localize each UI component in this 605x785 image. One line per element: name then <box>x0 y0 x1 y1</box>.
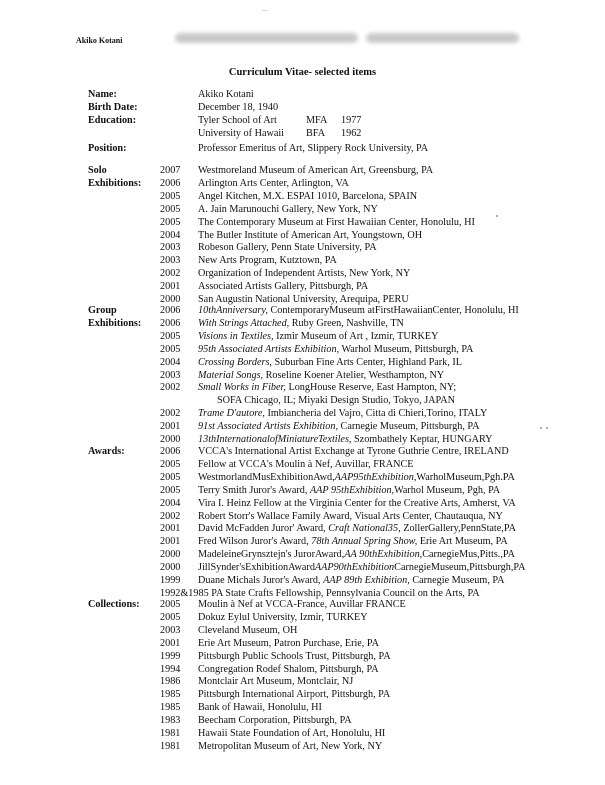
award-text: Terry Smith Juror's Award, AAP 95thExhibition,Warhol Museum, Pgh, PA <box>198 484 501 496</box>
collection-year: 1981 <box>160 728 181 739</box>
award-exhibition: AAP90thExhibition <box>314 562 395 574</box>
collection-year: 1983 <box>160 715 181 727</box>
scan-speck <box>546 427 548 429</box>
personal-label: Name: <box>88 89 117 100</box>
award-text: VCCA's International Artist Exchange at Tyrone Guthrie Centre, IRELAND <box>198 446 509 457</box>
award-text: Robert Storr's Wallace Family Award, Visual Arts Center, Chautauqua, NY <box>198 510 503 522</box>
redacted-contact-2 <box>366 33 519 43</box>
group-text: SOFA Chicago, IL; Miyaki Design Studio, Tokyo, JAPAN <box>217 395 455 407</box>
award-text: Duane Michals Juror's Award, AAP 89th Exhibition, Carnegie Museum, PA <box>198 575 505 586</box>
solo-text: Westmoreland Museum of American Art, Greensburg, PA <box>198 165 434 176</box>
award-year: 2001 <box>160 536 181 548</box>
solo-year: 2005 <box>160 216 181 228</box>
exhibition-title: Trame D'autore, <box>198 408 265 420</box>
group-text: 10thAnniversary, ContemporaryMuseum atFirstHawaiianCenter, Honolulu, HI <box>198 305 519 316</box>
collection-year: 1981 <box>160 740 181 752</box>
group-text: Visions in Textiles, Izmir Museum of Art , Izmir, TURKEY <box>198 330 439 342</box>
award-text: David McFadden Juror' Award, Craft National35, ZollerGallery,PennState,PA <box>198 523 516 535</box>
solo-year: 2001 <box>160 281 181 293</box>
award-exhibition: AA 90thExhibition, <box>344 549 423 561</box>
personal-value: Akiko Kotani <box>198 89 254 100</box>
collection-text: Dokuz Eylul University, Izmir, TURKEY <box>198 611 368 623</box>
section-label-awards: Awards: <box>88 446 125 457</box>
group-text: With Strings Attached, Ruby Green, Nashville, TN <box>198 317 404 329</box>
award-year: 2005 <box>160 458 181 470</box>
scan-speck <box>540 427 542 429</box>
group-year: 2006 <box>160 305 181 316</box>
award-year: 2000 <box>160 562 181 574</box>
award-exhibition: AAP 89th Exhibition, <box>323 575 410 586</box>
exhibition-title: 95th Associated Artists Exhibition, <box>198 343 340 355</box>
award-year: 2005 <box>160 471 181 483</box>
collection-year: 2003 <box>160 624 181 636</box>
degree-year: 1977 <box>341 114 362 126</box>
group-year: 2005 <box>160 330 181 342</box>
group-text: 95th Associated Artists Exhibition, Warhol Museum, Pittsburgh, PA <box>198 343 474 355</box>
group-year: 2003 <box>160 369 181 381</box>
exhibition-title: 10thAnniversary, <box>198 305 268 316</box>
personal-value: Professor Emeritus of Art, Slippery Rock University, PA <box>198 142 429 154</box>
collection-text: Bank of Hawaii, Honolulu, HI <box>198 702 322 714</box>
award-year: 2001 <box>160 523 181 535</box>
award-year: 1999 <box>160 575 181 586</box>
solo-year: 2000 <box>160 294 181 305</box>
exhibition-title: Material Songs, <box>198 369 264 381</box>
collection-text: Pittsburgh Public Schools Trust, Pittsburgh, PA <box>198 650 391 662</box>
award-year: 2005 <box>160 484 181 496</box>
award-exhibition: Craft National35, <box>328 523 401 535</box>
solo-year: 2005 <box>160 203 181 215</box>
award-year: 2000 <box>160 549 181 561</box>
group-text: Material Songs, Roseline Koener Atelier, Westhampton, NY <box>198 369 445 381</box>
section-label-collections: Collections: <box>88 599 140 610</box>
personal-value: University of Hawaii <box>198 127 285 139</box>
solo-text: Angel Kitchen, M.X. ESPAI 1010, Barcelona, SPAIN <box>198 190 418 202</box>
collection-text: Erie Art Museum, Patron Purchase, Erie, PA <box>198 637 379 649</box>
collection-text: Beecham Corporation, Pittsburgh, PA <box>198 715 352 727</box>
exhibition-title: Small Works in Fiber, <box>198 382 286 394</box>
section-label-group: Group <box>88 305 117 316</box>
exhibition-title: Crossing Borders, <box>198 356 272 368</box>
degree: BFA <box>306 127 326 139</box>
collection-text: Pittsburgh International Airport, Pittsburgh, PA <box>198 689 391 701</box>
group-year: 2006 <box>160 317 181 329</box>
group-text: Trame D'autore, Imbiancheria del Vajro, Citta di Chieri,Torino, ITALY <box>198 408 488 420</box>
exhibition-title: 13thInternationalofMiniatureTextiles, <box>198 434 352 445</box>
redacted-contact-1 <box>175 33 358 43</box>
award-exhibition: 78th Annual Spring Show, <box>311 536 418 548</box>
collection-text: Congregation Rodef Shalom, Pittsburgh, PA <box>198 663 379 675</box>
collection-year: 1986 <box>160 676 181 688</box>
collection-year: 2005 <box>160 611 181 623</box>
collection-year: 1994 <box>160 663 181 675</box>
document-title: Curriculum Vitae- selected items <box>228 67 377 78</box>
award-text: JillSynder'sExhibitionAwardAAP90thExhibitionCarnegieMuseum,Pittsburgh,PA <box>198 562 526 574</box>
award-year: 2004 <box>160 497 181 509</box>
solo-year: 2006 <box>160 177 181 189</box>
section-label-exhibitions: Exhibitions: <box>88 177 142 189</box>
award-text: WestmorlandMusExhibitionAwd,AAP95thExhibition,WarholMuseum,Pgh.PA <box>198 471 515 483</box>
group-year: 2005 <box>160 343 181 355</box>
solo-year: 2003 <box>160 242 181 254</box>
collection-text: Cleveland Museum, OH <box>198 624 298 636</box>
solo-text: Organization of Independent Artists, New York, NY <box>198 268 411 280</box>
collection-text: Montclair Art Museum, Montclair, NJ <box>198 676 354 688</box>
award-year: 2002 <box>160 510 181 522</box>
group-year: 2002 <box>160 408 181 420</box>
solo-text: The Contemporary Museum at First Hawaiian Center, Honolulu, HI <box>198 216 475 228</box>
personal-label: Education: <box>88 114 137 126</box>
award-final-text: 1992&1985 PA State Crafts Fellowship, Pennsylvania Council on the Arts, PA <box>160 587 480 599</box>
collection-year: 2005 <box>160 599 181 610</box>
collection-year: 2001 <box>160 637 181 649</box>
scan-speck <box>496 215 498 217</box>
collection-year: 1985 <box>160 689 181 701</box>
collection-year: 1999 <box>160 650 181 662</box>
section-label-solo: Solo <box>88 165 107 176</box>
collection-text: Moulin à Nef at VCCA-France, Auvillar FRANCE <box>198 599 406 610</box>
collection-text: Hawaii State Foundation of Art, Honolulu, HI <box>198 728 386 739</box>
header-artist-name: Akiko Kotani <box>76 36 123 45</box>
award-year: 2006 <box>160 446 181 457</box>
personal-label: Position: <box>88 142 127 154</box>
solo-year: 2002 <box>160 268 181 280</box>
exhibition-title: With Strings Attached, <box>198 317 290 329</box>
award-text: Fred Wilson Juror's Award, 78th Annual Spring Show, Erie Art Museum, PA <box>198 536 508 548</box>
exhibition-title: Visions in Textiles, <box>198 330 274 342</box>
award-text: Vira I. Heinz Fellow at the Virginia Center for the Creative Arts, Amherst, VA <box>198 497 516 509</box>
solo-year: 2004 <box>160 229 181 241</box>
solo-text: The Butler Institute of American Art, Youngstown, OH <box>198 229 423 241</box>
solo-year: 2007 <box>160 165 181 176</box>
solo-year: 2003 <box>160 255 181 267</box>
solo-year: 2005 <box>160 190 181 202</box>
exhibition-title: 91st Associated Artists Exhibition, <box>198 421 338 433</box>
scan-mark <box>262 10 268 11</box>
solo-text: Robeson Gallery, Penn State University, PA <box>198 242 377 254</box>
degree: MFA <box>306 114 328 126</box>
award-exhibition: AAP 95thExhibition, <box>309 484 395 496</box>
solo-text: A. Jain Marunouchi Gallery, New York, NY <box>198 203 378 215</box>
solo-text: Arlington Arts Center, Arlington, VA <box>198 177 349 189</box>
group-year: 2000 <box>160 434 181 445</box>
award-exhibition: AAP95thExhibition, <box>334 471 417 483</box>
group-text: Small Works in Fiber, LongHouse Reserve, East Hampton, NY; <box>198 382 457 394</box>
solo-text: New Arts Program, Kutztown, PA <box>198 255 337 267</box>
group-year: 2004 <box>160 356 181 368</box>
award-text: MadeleineGrynsztejn's JurorAward,AA 90thExhibition,CarnegieMus,Pitts.,PA <box>198 549 515 561</box>
group-text: Crossing Borders, Suburban Fine Arts Center, Highland Park, IL <box>198 356 462 368</box>
solo-text: Associated Artists Gallery, Pittsburgh, PA <box>198 281 369 293</box>
collection-year: 1985 <box>160 702 181 714</box>
degree-year: 1962 <box>341 127 362 139</box>
personal-label: Birth Date: <box>88 101 138 113</box>
collection-text: Metropolitan Museum of Art, New York, NY <box>198 740 383 752</box>
personal-value: December 18, 1940 <box>198 101 279 113</box>
section-label-exhibitions: Exhibitions: <box>88 317 142 329</box>
solo-text: San Augustin National University, Arequipa, PERU <box>198 294 409 305</box>
group-year: 2002 <box>160 382 181 394</box>
personal-value: Tyler School of Art <box>198 114 277 126</box>
group-text: 91st Associated Artists Exhibition, Carnegie Museum, Pittsburgh, PA <box>198 421 480 433</box>
group-text: 13thInternationalofMiniatureTextiles, Szombathely Keptar, HUNGARY <box>198 434 493 445</box>
group-year: 2001 <box>160 421 181 433</box>
award-text: Fellow at VCCA's Moulin à Nef, Auvillar, FRANCE <box>198 458 414 470</box>
